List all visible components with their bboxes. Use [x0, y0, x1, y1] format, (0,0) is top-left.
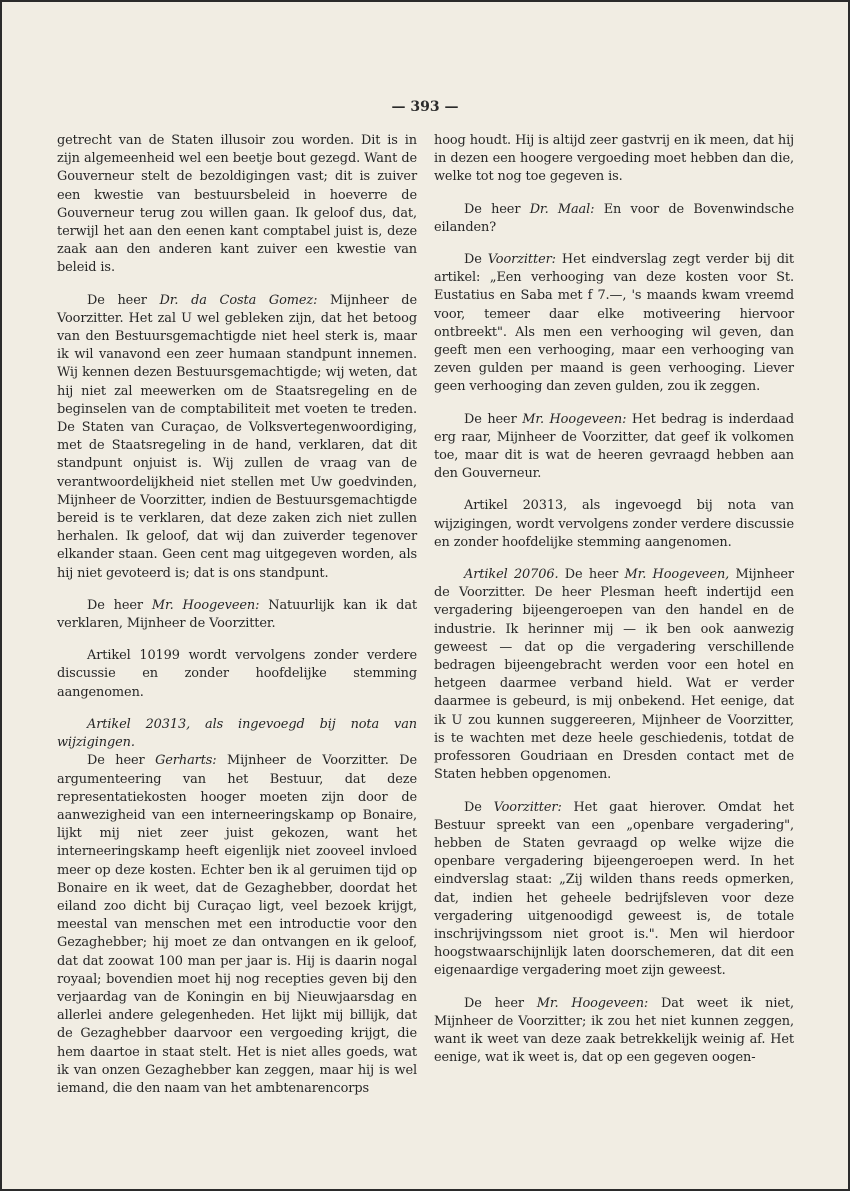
speaker-name: Voorzitter: — [487, 252, 556, 268]
speaker-name: Mr. Hoogeveen, — [624, 567, 730, 583]
speaker-lead: De heer — [87, 753, 156, 769]
speech-text: Het bedrag is inderdaad erg raar, Mijnheer de Voorzitter, dat geef ik volkomen toe, maar dit is wat de heeren gevraagd hebben aan den Gouverneur. — [434, 411, 794, 482]
article-decision: Artikel 20313, als ingevoegd bij nota van wijzigingen, wordt vervolgens zonder verdere discussie en zonder hoofdelijke stemming aangenomen. — [434, 498, 794, 550]
speaker-name: Dr. Maal: — [529, 201, 595, 217]
article-decision: Artikel 10199 wordt vervolgens zonder verdere discussie en zonder hoofdelijke stemming aangenomen. — [57, 648, 417, 700]
left-column — [57, 132, 417, 1112]
paragraph — [57, 292, 417, 583]
article-heading: Artikel 20313, als ingevoegd bij nota van wijzigingen. — [57, 716, 417, 751]
paragraph — [434, 995, 794, 1068]
right-column — [434, 132, 794, 1081]
paragraph: getrecht van de Staten illusoir zou worden. Dit is in zijn algemeenheid wel een beetje bout gezegd. Want de Gouverneur stelt de bezoldigingen vast; dit is zuiver een kwestie van bestuursbeleid in hoeverre de Gouverneur terug zou willen gaan. Ik geloof dus, dat, terwijl het aan den eenen kant comptabel juist is, deze zaak aan den anderen kant zuiver een kwestie van beleid is. — [57, 133, 417, 276]
paragraph — [57, 752, 417, 1098]
speaker-lead: De heer — [464, 201, 530, 217]
paragraph — [434, 251, 794, 397]
paragraph — [57, 597, 417, 633]
speech-text: Mijnheer de Voorzitter. De heer Plesman heeft indertijd een vergadering bijeengeroepen van den handel en de industrie. Ik herinner mij — ik ben ook aanwezig geweest — dat op die vergadering verschillende bedragen bijeengebracht werden voor een hotel en hetgeen daarmee verband hield. Wat er verder daarmee is gebeurd, is mij onbekend. Het eenige, dat ik U zou kunnen suggereeren, Mijnheer de Voorzitter, is te wachten met deze heele geschiedenis, totdat de professoren Goudriaan en Dresden contact met de Staten hebben opgenomen. — [434, 567, 794, 783]
speech-text: Het gaat hierover. Omdat het Bestuur spreekt van een „openbare vergadering", hebben de Staten gevraagd op welke wijze die openbare vergadering bijeengeroepen werd. In het eindverslag staat: „Zij wilden thans reeds opmerken, dat, indien het geheele bedrijfsleven voor deze vergadering uitgenoodigd geweest is, de totale inschrijvingssom niet groot is.". Men wil hierdoor hoogstwaarschijnlijk laten doorschemeren, dat dit een eigenaardige vergadering moet zijn geweest. — [434, 799, 794, 979]
speaker-lead: De — [464, 252, 488, 268]
speaker-name: Mr. Hoogeveen: — [522, 411, 627, 427]
speech-text: Mijnheer de Voorzitter. Het zal U wel gebleken zijn, dat het betoog van den Bestuursgemachtigde niet heel sterk is, maar ik wil vanavond een zeer humaan standpunt innemen. Wij kennen dezen Bestuursgemachtigde; wij weten, dat hij niet zal meewerken om de Staatsregeling en de beginselen van de comptabiliteit met voeten te treden. De Staten van Curaçao, de Volksvertegenwoordiging, met de Staatsregeling in de hand, verklaren, dat dit standpunt onjuist is. Wij zullen de vraag van de verantwoordelijkheid niet stellen met Uw goedvinden, Mijnheer de Voorzitter, indien de Bestuursgemachtigde bereid is te verklaren, dat deze zaken zich niet zullen herhalen. Ik geloof, dat wij dan zuiverder tegenover elkander staan. Geen cent mag uitgegeven worden, als hij niet gevoteerd is; dat is ons standpunt. — [57, 292, 417, 581]
speech-text: Het eindverslag zegt verder bij dit artikel: „Een verhooging van deze kosten voor St. Eustatius en Saba met f 7.—, 's maands kwam vreemd voor, temeer daar elke motiveering hiervoor ontbreekt". Als men een verhooging wil geven, dan geeft men een verhooging, maar een verhooging van zeven gulden per maand is geen verhooging. Liever geen verhooging dan zeven gulden, zou ik zeggen. — [434, 252, 794, 395]
article-label: Artikel 20706. — [464, 567, 559, 583]
paragraph — [434, 799, 794, 981]
speaker-lead: De heer — [464, 995, 537, 1011]
speaker-lead: De heer — [464, 411, 523, 427]
speaker-lead: De heer — [558, 567, 625, 583]
speech-text: Dat weet ik niet, Mijnheer de Voorzitter; ik zou het niet kunnen zeggen, want ik weet van deze zaak betrekkelijk weinig af. Het eenige, wat ik weet is, dat op een gegeven oogen- — [434, 995, 794, 1066]
speaker-lead: De heer — [87, 292, 160, 308]
speaker-name: Gerharts: — [155, 753, 217, 769]
speaker-lead: De — [464, 799, 494, 815]
speaker-name: Voorzitter: — [493, 799, 562, 815]
speech-text: Natuurlijk kan ik dat verklaren, Mijnheer de Voorzitter. — [57, 597, 417, 632]
paragraph: hoog houdt. Hij is altijd zeer gastvrij en ik meen, dat hij in dezen een hoogere vergoeding moet hebben dan die, welke tot nog toe gegeven is. — [434, 133, 794, 185]
speaker-name: Mr. Hoogeveen: — [536, 995, 649, 1011]
paragraph — [434, 411, 794, 484]
speaker-name: Dr. da Costa Gomez: — [159, 292, 318, 308]
speech-text: Mijnheer de Voorzitter. De argumenteering van het Bestuur, dat deze representatiekosten hooger moeten zijn door de aanwezigheid van een interneeringskamp op Bonaire, lijkt mij niet zeer juist gekozen, want het interneeringskamp heeft eigenlijk niet zooveel invloed meer op deze kosten. Echter ben ik al geruimen tijd op Bonaire en ik weet, dat de Gezaghebber, doordat het eiland zoo dicht bij Curaçao ligt, veel bezoek krijgt, meestal van menschen met een introductie voor den Gezaghebber; hij moet ze dan ontvangen en ik geloof, dat dat zoowat 100 man per jaar is. Hij is daarin nogal royaal; bovendien moet hij nog recepties geven bij den verjaardag van de Koningin en bij Nieuwjaarsdag en allerlei andere gelegenheden. Het lijkt mij billijk, dat de Gezaghebber daarvoor een vergoeding krijgt, die hem daartoe in staat stelt. Het is niet alles goeds, wat ik van onzen Gezaghebber kan zeggen, maar hij is wel iemand, die den naam van het ambtenarencorps — [57, 753, 417, 1096]
paragraph — [434, 201, 794, 237]
paragraph — [434, 566, 794, 784]
speaker-lead: De heer — [87, 597, 152, 613]
page-number: — 393 — — [391, 99, 459, 115]
speech-text: En voor de Bovenwindsche eilanden? — [434, 201, 794, 235]
speaker-name: Mr. Hoogeveen: — [151, 597, 260, 613]
